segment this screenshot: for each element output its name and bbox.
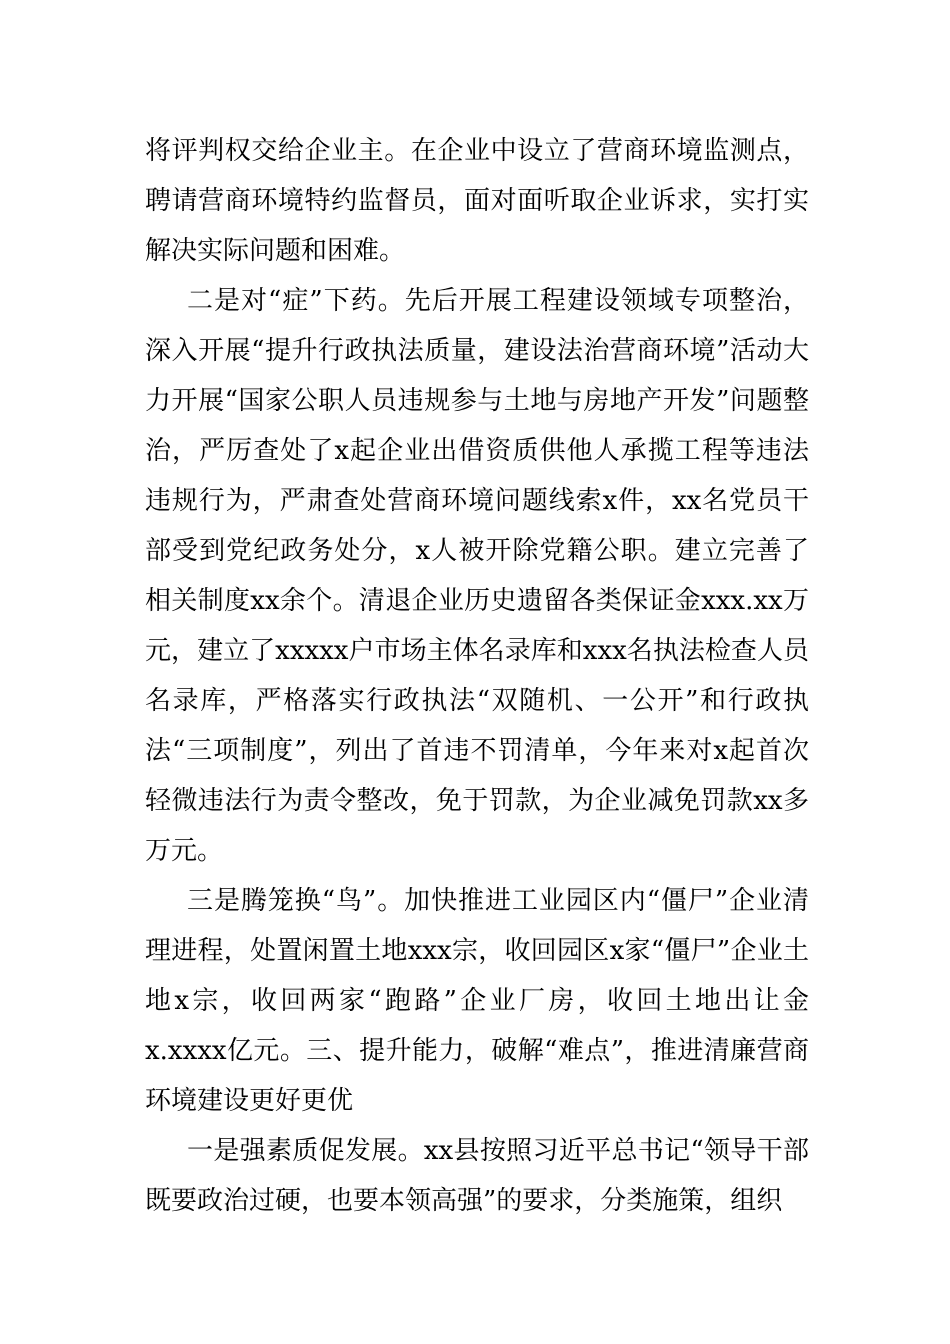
paragraph-3: 三是腾笼换“鸟”。加快推进工业园区内“僵尸”企业清理进程，处置闲置土地xxx宗，收回园区x家“僵尸”企业土地x宗，收回两家“跑路”企业厂房，收回土地出让金x.xxxx亿元。三、提升能力，破解“难点”，推进清廉营商环境建设更好更优 — [145, 886, 809, 1116]
paragraph-1: 将评判权交给企业主。在企业中设立了营商环境监测点，聘请营商环境特约监督员，面对面听取企业诉求，实打实解决实际问题和困难。 — [145, 136, 809, 266]
document-body — [145, 126, 809, 1226]
paragraph-2: 二是对“症”下药。先后开展工程建设领域专项整治，深入开展“提升行政执法质量，建设法治营商环境”活动大力开展“国家公职人员违规参与土地与房地产开发”问题整治，严厉查处了x起企业出借资质供他人承揽工程等违法违规行为，严肃查处营商环境问题线索x件，xx名党员干部受到党纪政务处分，x人被开除党籍公职。建立完善了相关制度xx余个。清退企业历史遗留各类保证金xxx.xx万元，建立了xxxxx户市场主体名录库和xxx名执法检查人员名录库，严格落实行政执法“双随机、一公开”和行政执法“三项制度”，列出了首违不罚清单，今年来对x起首次轻微违法行为责令整改，免于罚款，为企业减免罚款xx多万元。 — [145, 286, 809, 866]
paragraph-4: 一是强素质促发展。xx县按照习近平总书记“领导干部既要政治过硬，也要本领高强”的要求，分类施策，组织 — [145, 1136, 809, 1216]
